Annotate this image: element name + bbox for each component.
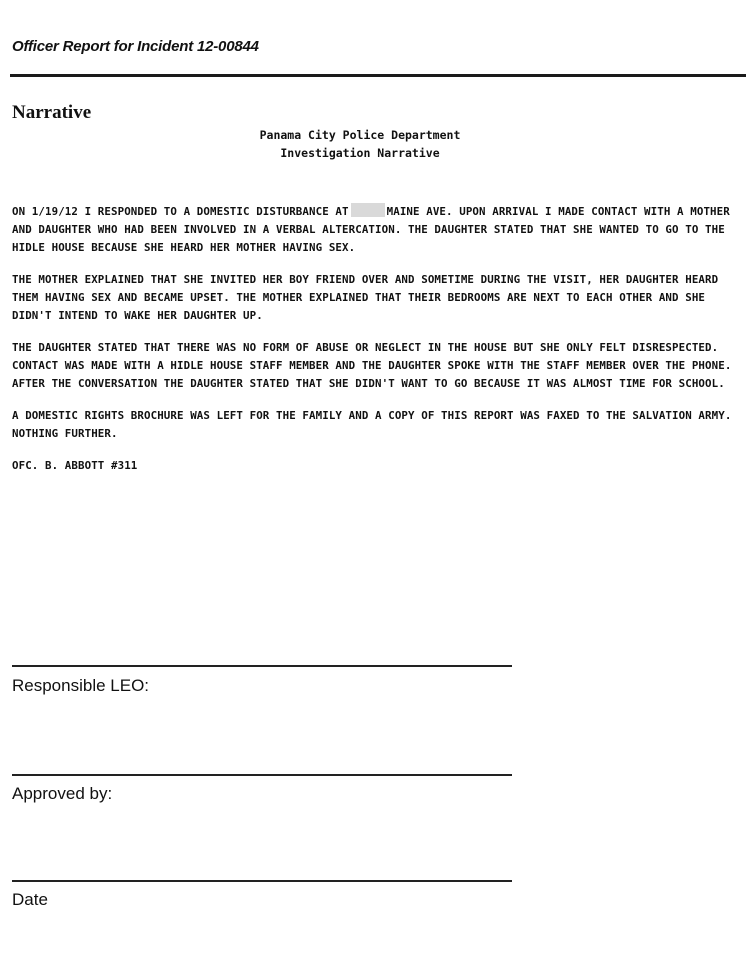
section-heading: Narrative bbox=[12, 102, 92, 123]
narrative-body bbox=[12, 203, 737, 489]
date-label: Date bbox=[12, 890, 48, 909]
narrative-paragraph-1 bbox=[12, 203, 737, 257]
narrative-paragraph-3: THE DAUGHTER STATED THAT THERE WAS NO FORM OF ABUSE OR NEGLECT IN THE HOUSE BUT SHE ONLY FELT DISRESPECTED. CONTACT WAS MADE WITH A HIDLE HOUSE STAFF MEMBER AND THE DAUGHTER SPOKE WITH THE STAFF MEMBER OVER THE PHONE. AFTER THE CONVERSATION THE DAUGHTER STATED THAT SHE DIDN'T WANT TO GO BECAUSE IT WAS ALMOST TIME FOR SCHOOL. bbox=[12, 341, 732, 390]
narrative-paragraph-4: A DOMESTIC RIGHTS BROCHURE WAS LEFT FOR THE FAMILY AND A COPY OF THIS REPORT WAS FAXED TO THE SALVATION ARMY. NOTHING FURTHER. bbox=[12, 409, 732, 440]
responsible-signature-line bbox=[12, 665, 512, 667]
approved-signature-line bbox=[12, 774, 512, 776]
responsible-leo-label: Responsible LEO: bbox=[12, 676, 150, 695]
narrative-paragraph-2: THE MOTHER EXPLAINED THAT SHE INVITED HER BOY FRIEND OVER AND SOMETIME DURING THE VISIT, HER DAUGHTER HEARD THEM HAVING SEX AND BECAME UPSET. THE MOTHER EXPLAINED THAT THEIR BEDROOMS ARE NEXT TO EACH OTHER AND SHE DIDN'T INTEND TO WAKE HER DAUGHTER UP. bbox=[12, 273, 719, 322]
redacted-address bbox=[351, 203, 385, 217]
header-divider bbox=[10, 74, 746, 77]
department-block bbox=[0, 126, 720, 162]
narrative-p1-start: ON 1/19/12 I RESPONDED TO A DOMESTIC DISTURBANCE AT bbox=[12, 205, 349, 218]
date-signature-line bbox=[12, 880, 512, 882]
narrative-p1-end: MAINE AVE. UPON ARRIVAL I MADE CONTACT WITH A MOTHER AND DAUGHTER WHO HAD BEEN INVOLVED IN A VERBAL ALTERCATION. THE DAUGHTER STATED THAT SHE WANTED TO GO TO THE HIDLE HOUSE BECAUSE SHE HEARD HER MOTHER HAVING SEX. bbox=[12, 205, 730, 254]
officer-signature: OFC. B. ABBOTT #311 bbox=[12, 459, 138, 472]
report-title: Officer Report for Incident 12-00844 bbox=[12, 38, 259, 55]
department-name: Panama City Police Department bbox=[259, 128, 461, 142]
approved-by-label: Approved by: bbox=[12, 784, 113, 803]
document-type: Investigation Narrative bbox=[280, 146, 440, 160]
